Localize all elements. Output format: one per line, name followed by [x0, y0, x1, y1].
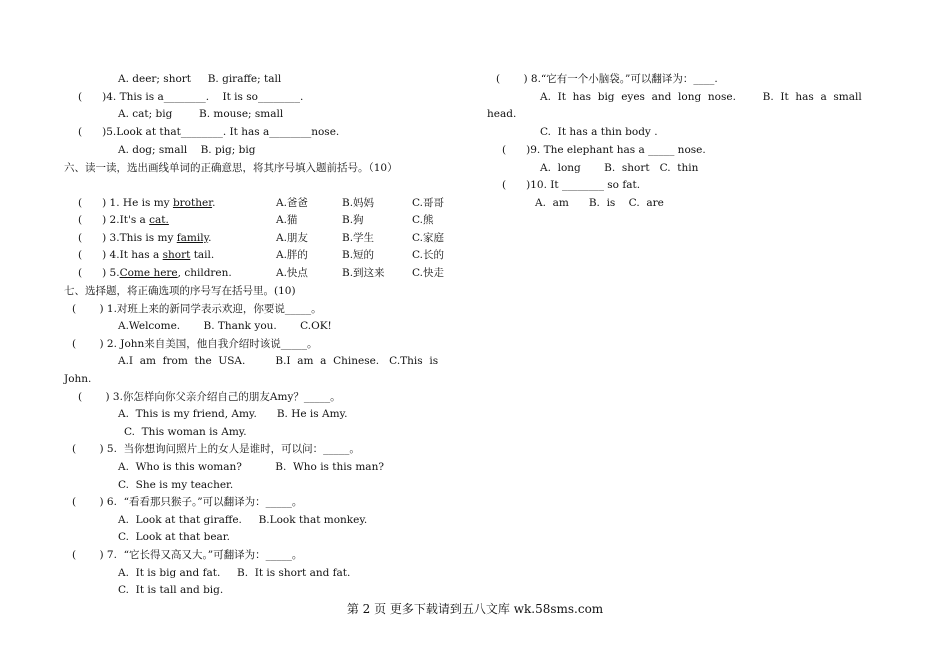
text-line: [412, 213, 434, 227]
text-line: [276, 266, 308, 280]
line-text: B.学生: [342, 232, 375, 244]
line-text: A. am B. is C. are: [535, 197, 664, 209]
line-text: 六、读一读，选出画线单词的正确意思，将其序号填入题前括号。（10）: [64, 162, 398, 174]
line-text-tail: .: [212, 197, 216, 209]
line-text: ( ) 1. He is my: [78, 197, 173, 209]
text-line: [412, 196, 444, 210]
text-line: [487, 107, 516, 121]
text-line: [78, 196, 215, 210]
line-text: ( ) 7. “它长得又高又大。”可翻译为：_____。: [72, 549, 303, 561]
line-text: C.哥哥: [412, 197, 444, 209]
text-line: [342, 266, 385, 280]
line-text-tail: tail.: [190, 249, 215, 261]
line-text: B.妈妈: [342, 197, 375, 209]
text-line: [64, 161, 398, 175]
text-line: [78, 125, 339, 139]
line-text: A. long B. short C. thin: [540, 162, 699, 174]
line-text: A.Welcome. B. Thank you. C.OK!: [118, 320, 332, 332]
text-line: [540, 90, 862, 104]
text-line: [276, 213, 297, 227]
line-text: B.短的: [342, 249, 375, 261]
line-text: A.快点: [276, 267, 308, 279]
text-line: [412, 231, 444, 245]
text-line: [342, 213, 364, 227]
text-line: [78, 213, 169, 227]
text-line: [124, 425, 247, 439]
text-line: [64, 284, 296, 298]
text-line: [78, 90, 303, 104]
line-text: ( ) 2. John来自美国，他自我介绍时该说_____。: [72, 338, 318, 350]
line-text: ( ) 2.It's a: [78, 214, 150, 226]
line-text: A. Who is this woman? B. Who is this man?: [118, 461, 384, 473]
underlined-word: brother: [172, 197, 213, 209]
text-line: [118, 478, 233, 492]
line-text: ( ) 5.: [78, 267, 120, 279]
text-line: [412, 266, 444, 280]
line-text: head.: [487, 108, 517, 120]
text-line: [496, 72, 718, 86]
text-line: [64, 372, 91, 386]
text-line: [535, 196, 664, 210]
underlined-word: cat.: [149, 214, 169, 226]
line-text: C. Look at that bear.: [118, 531, 231, 543]
underlined-word: Come here: [119, 267, 178, 279]
text-line: [78, 248, 214, 262]
line-text: C.家庭: [412, 232, 444, 244]
line-text: John.: [64, 373, 92, 385]
line-text: ( ) 1.对班上来的新同学表示欢迎，你要说_____。: [72, 303, 322, 315]
line-text: C. She is my teacher.: [118, 479, 234, 491]
line-text: C.熊: [412, 214, 434, 226]
line-text: C. This woman is Amy.: [124, 426, 247, 438]
line-text-tail: , children.: [177, 267, 232, 279]
line-text: ( )4. This is a________. It is so________.: [78, 91, 304, 103]
line-text: A. It is big and fat. B. It is short and fat.: [118, 567, 351, 579]
line-text: A.猫: [276, 214, 298, 226]
line-text: ( ) 5. 当你想询问照片上的女人是谁时，可以问：_____。: [72, 443, 360, 455]
line-text: A. This is my friend, Amy. B. He is Amy.: [118, 408, 348, 420]
text-line: [118, 460, 384, 474]
line-text: C.快走: [412, 267, 444, 279]
text-line: [276, 231, 308, 245]
line-text: A. cat; big B. mouse; small: [118, 108, 284, 120]
line-text: ( ) 6. “看看那只猴子。”可以翻译为：_____。: [72, 496, 303, 508]
text-line: [118, 566, 350, 580]
text-line: [540, 125, 658, 139]
line-text: B.狗: [342, 214, 364, 226]
line-text: C. It has a thin body .: [540, 126, 658, 138]
text-line: [72, 337, 318, 351]
text-line: [502, 143, 706, 157]
line-text: C. It is tall and big.: [118, 584, 224, 596]
text-line: [342, 196, 374, 210]
line-text: C.长的: [412, 249, 444, 261]
line-text: ( ) 3.你怎样向你父亲介绍自己的朋友Amy？_____。: [78, 391, 341, 403]
text-line: [412, 248, 444, 262]
text-line: [78, 266, 232, 280]
line-text: A.朋友: [276, 232, 308, 244]
text-line: [118, 107, 283, 121]
text-line: [78, 231, 211, 245]
text-line: [276, 196, 308, 210]
text-line: [276, 248, 308, 262]
page-footer: 第 2 页 更多下载请到五八文库 wk.58sms.com: [346, 602, 604, 616]
text-line: [118, 72, 281, 86]
line-text: A. dog; small B. pig; big: [118, 144, 256, 156]
text-line: [72, 442, 360, 456]
line-text: 七、选择题，将正确选项的序号写在括号里。(10): [64, 285, 296, 297]
text-line: [118, 583, 223, 597]
text-line: [342, 248, 374, 262]
underlined-word: family: [176, 232, 209, 244]
line-text: ( ) 4.It has a: [78, 249, 163, 261]
text-line: [540, 161, 698, 175]
line-text: ( ) 8.“它有一个小脑袋。”可以翻译为：____.: [496, 73, 718, 85]
line-text-tail: .: [208, 232, 212, 244]
text-line: [72, 548, 302, 562]
line-text: B.到这来: [342, 267, 385, 279]
text-line: [72, 302, 322, 316]
line-text: ( )5.Look at that________. It has a________nose.: [78, 126, 340, 138]
line-text: ( )9. The elephant has a _____ nose.: [502, 144, 706, 156]
text-line: [118, 530, 230, 544]
line-text: A. Look at that giraffe. B.Look that monkey.: [118, 514, 368, 526]
line-text: A. deer; short B. giraffe; tall: [118, 73, 282, 85]
line-text: A.I am from the USA. B.I am a Chinese. C.This is: [118, 355, 439, 367]
text-line: [72, 495, 302, 509]
text-line: [118, 143, 255, 157]
line-text: A. It has big eyes and long nose. B. It has a small: [540, 91, 862, 103]
text-line: [118, 354, 438, 368]
line-text: A.胖的: [276, 249, 308, 261]
underlined-word: short: [162, 249, 191, 261]
line-text: ( ) 3.This is my: [78, 232, 177, 244]
text-line: [118, 407, 347, 421]
text-line: [118, 513, 367, 527]
text-line: [78, 390, 341, 404]
line-text: ( )10. It ________ so fat.: [502, 179, 641, 191]
line-text: A.爸爸: [276, 197, 308, 209]
text-line: [342, 231, 374, 245]
text-line: [502, 178, 640, 192]
text-line: [118, 319, 332, 333]
